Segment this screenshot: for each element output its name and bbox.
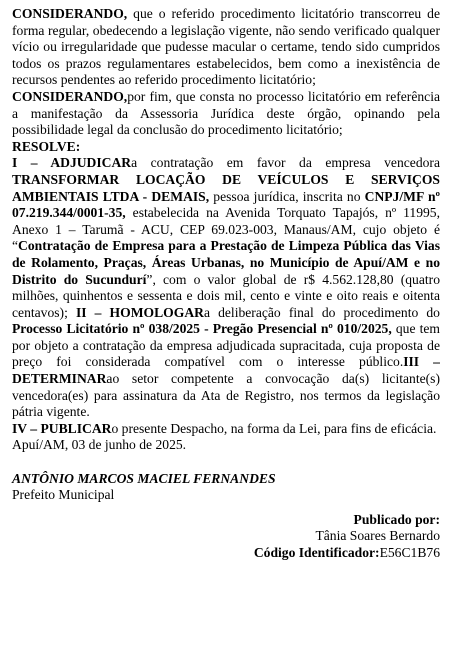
signer-role: Prefeito Municipal — [12, 487, 115, 503]
contract-object: Contratação de Empresa para a Prestação de Limpeza Pública das Vias de Rolamento, Praças, Áreas Urbanas, no Município de Apuí/AM e no Distrito do Sucundurí — [12, 238, 440, 287]
identifier-code-label: Código Identificador: — [253, 545, 380, 560]
resolution-body: I – ADJUDICARa contratação em favor da empresa vencedora TRANSFORMAR LOCAÇÃO DE VEÍCULOS E SERVIÇOS AMBIENTAIS LTDA - DEMAIS, pessoa jurídica, inscrita no CNPJ/MF nº 07.219.344/0001-35, estabelecida na Avenida Torquato Tapajós, nº 11995, Anexo 1 – Tarumã - ACU, CEP 69.023-003, Manaus/AM, cujo objeto é “Contratação de Empresa para a Prestação de Limpeza Pública das Vias de Rolamento, Praças, Áreas Urbanas, no Município de Apuí/AM e no Distrito do Sucundurí”, com o valor global de r$ 4.562.128,80 (quatro milhões, quinhentos e sessenta e dois mil, cento e vinte e oito reais e oitenta centavos); II – HOMOLOGARa deliberação final do procedimento do Processo Licitatório nº 038/2025 - Pregão Presencial nº 010/2025, que tem por objeto a contratação da empresa adjudicada supracitada, cuja proposta de preço foi considerada compatível com o interesse público.III – DETERMINARao setor competente a convocação da(s) licitante(s) vencedora(es) para assinatura da Ata de Registro, nos termos da legislação pátria vigente. — [12, 155, 440, 420]
considerando-lead-2: CONSIDERANDO, — [12, 88, 128, 104]
item-4-lead: IV – PUBLICAR — [12, 420, 112, 436]
considerando-lead-1: CONSIDERANDO, — [12, 6, 128, 21]
considerando-text-2: por fim, que consta no processo licitatório em referência a manifestação da Assessoria Jurídica deste órgão, opinando pela possibilidade legal da conclusão do procedimento licitatório; — [12, 88, 440, 138]
item-3-lead: III – DETERMINAR — [12, 354, 440, 387]
process-number: Processo Licitatório nº 038/2025 - Pregão Presencial nº 010/2025, — [12, 321, 392, 337]
resolve-heading: RESOLVE: — [12, 138, 81, 154]
signer-name: ANTÔNIO MARCOS MACIEL FERNANDES — [12, 470, 276, 486]
company-name: TRANSFORMAR LOCAÇÃO DE VEÍCULOS E SERVIÇOS AMBIENTAIS LTDA - DEMAIS, — [12, 171, 440, 204]
considerando-paragraph-2 — [12, 89, 440, 139]
date-line: Apuí/AM, 03 de junho de 2025. — [12, 437, 187, 453]
considerando-text-1: que o referido procedimento licitatório transcorreu de forma regular, obedecendo a legislação vigente, não sendo verificado qualquer vício ou irregularidade que pudesse macular o certame, tendo sido cumpridos todos os prazos regulamentares estabelecidos, bem como a inexistência de recursos pendentes ao referido procedimento licitatório; — [12, 6, 440, 88]
cnpj: CNPJ/MF nº 07.219.344/0001-35, — [12, 188, 440, 221]
published-by-label: Publicado por: — [353, 511, 440, 527]
published-by-name: Tânia Soares Bernardo — [315, 528, 440, 544]
blank-line — [12, 454, 440, 471]
identifier-code-line — [12, 545, 440, 562]
item-2-lead: II – HOMOLOGAR — [75, 304, 204, 320]
item-1-lead: I – ADJUDICAR — [12, 155, 132, 171]
identifier-code-value: E56C1B76 — [379, 545, 440, 560]
item-4-paragraph: IV – PUBLICARo presente Despacho, na forma da Lei, para fins de eficácia. — [12, 420, 437, 436]
considerando-paragraph-1 — [12, 6, 440, 89]
document — [12, 6, 440, 562]
blank-gap — [12, 504, 440, 512]
